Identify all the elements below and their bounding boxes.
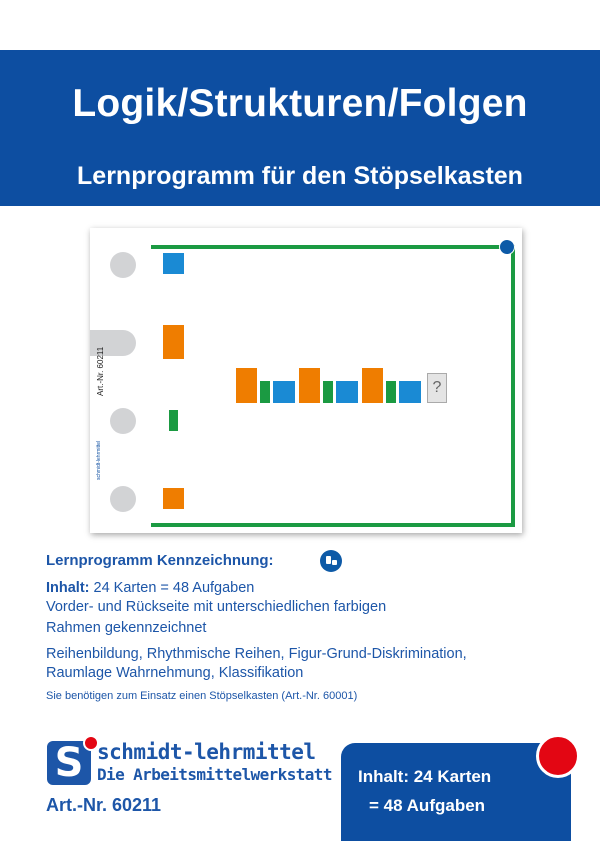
inhalt-text: 24 Karten = 48 Aufgaben [89, 580, 255, 596]
card-frame [151, 245, 515, 527]
content-tag-line1: Inhalt: 24 Karten [358, 767, 492, 786]
title-banner [0, 50, 600, 206]
question-box: ? [427, 373, 447, 403]
seq-orange [362, 368, 383, 403]
seq-blue [273, 381, 295, 403]
seq-green [260, 381, 270, 403]
card-hole [110, 486, 136, 512]
inhalt-line [46, 580, 254, 596]
info-line: Rahmen gekennzeichnet [46, 620, 207, 636]
red-dot [536, 734, 580, 778]
info-line: Vorder- und Rückseite mit unterschiedlichen farbigen [46, 599, 387, 615]
seq-orange [236, 368, 257, 403]
article-number: Art.-Nr. 60211 [46, 795, 162, 815]
page-subtitle: Lernprogramm für den Stöpselkasten [77, 162, 523, 190]
logo-name: schmidt-lehrmittel [97, 740, 316, 764]
kennzeichnung-label: Lernprogramm Kennzeichnung: [46, 552, 274, 569]
content-tag-line2: = 48 Aufgaben [369, 796, 486, 815]
info-line: Raumlage Wahrnehmung, Klassifikation [46, 665, 304, 681]
sample-card [90, 228, 522, 533]
page-title: Logik/Strukturen/Folgen [72, 82, 528, 125]
logo-tagline: Die Arbeitsmittelwerkstatt [97, 765, 332, 784]
frame-marker-icon [499, 239, 515, 255]
side-rect-orange [163, 325, 184, 359]
side-bar-green [169, 410, 178, 431]
info-line: Reihenbildung, Rhythmische Reihen, Figur-Grund-Diskrimination, [46, 646, 467, 662]
card-brand: schmidt-lehrmittel [96, 440, 102, 480]
side-square-blue [163, 253, 184, 274]
seq-blue [399, 381, 421, 403]
card-hole [110, 252, 136, 278]
info-note: Sie benötigen zum Einsatz einen Stöpselkasten (Art.-Nr. 60001) [46, 690, 358, 702]
logo-icon: S [47, 741, 91, 785]
seq-green [386, 381, 396, 403]
card-article-number: Art.-Nr. 60211 [96, 346, 105, 396]
seq-orange [299, 368, 320, 403]
seq-green [323, 381, 333, 403]
frame-marker-icon [320, 550, 342, 572]
seq-blue [336, 381, 358, 403]
side-square-orange [163, 488, 184, 509]
card-hole [110, 408, 136, 434]
inhalt-label: Inhalt: [46, 580, 90, 596]
